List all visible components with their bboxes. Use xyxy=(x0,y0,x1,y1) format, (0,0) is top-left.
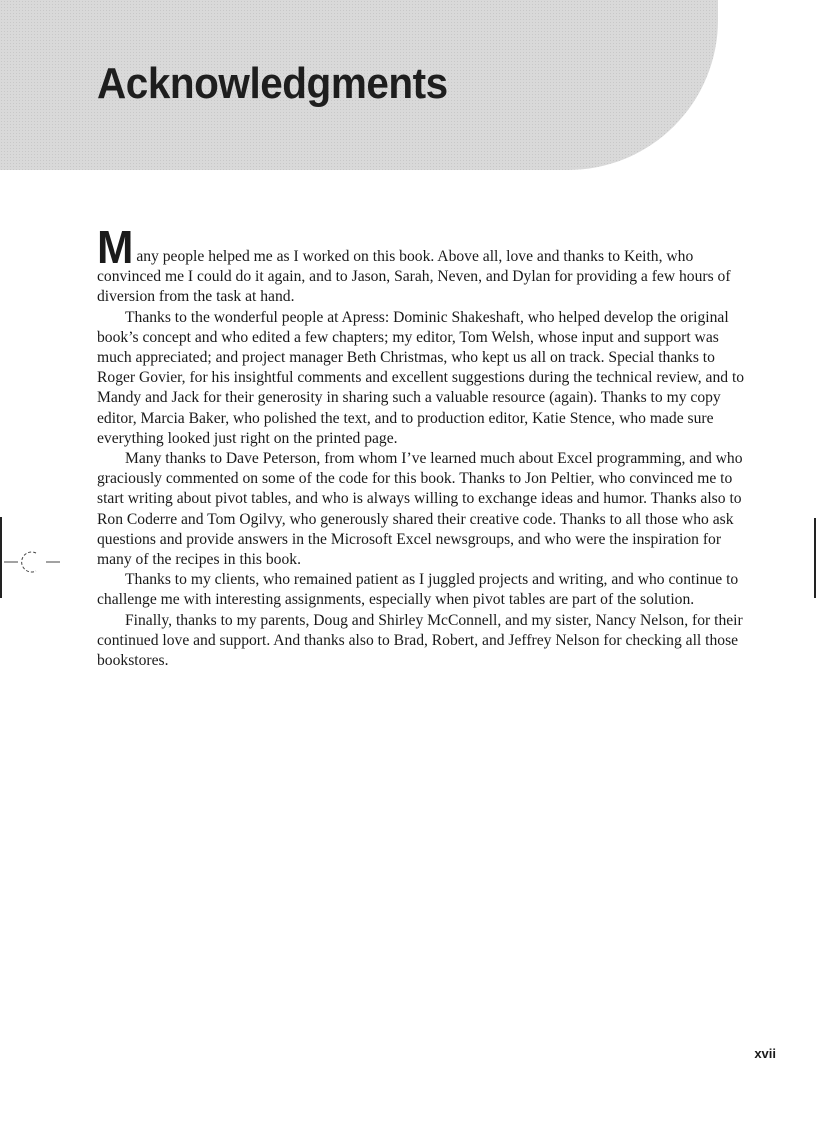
acknowledgments-body xyxy=(97,221,747,671)
paragraph-3: Many thanks to Dave Peterson, from whom I’ve learned much about Excel programming, and who graciously commented on some of the code for this book. Thanks to Jon Peltier, who convinced me to start writing about pivot tables, and who is always willing to exchange ideas and humor. Thanks also to Ron Coderre and Tom Ogilvy, who generously shared their creative code. Thanks to all those who ask questions and provide answers in the Microsoft Excel newsgroups, and who were the inspiration for many of the recipes in this book. xyxy=(97,450,743,569)
chapter-header-band xyxy=(0,0,718,170)
paragraph-4: Thanks to my clients, who remained patient as I juggled projects and writing, and who continue to challenge me with interesting assignments, especially when pivot tables are part of the solution. xyxy=(97,571,739,609)
paragraph-5: Finally, thanks to my parents, Doug and Shirley McConnell, and my sister, Nancy Nelson, for their continued love and support. And thanks also to Brad, Robert, and Jeffrey Nelson for checking all those bookstores. xyxy=(97,611,743,670)
drop-cap: M xyxy=(97,221,134,273)
paragraph-1 xyxy=(97,221,747,308)
registration-mark-icon xyxy=(4,551,60,573)
page-number: xvii xyxy=(754,1046,776,1061)
paragraph-2: Thanks to the wonderful people at Apress: Dominic Shakeshaft, who helped develop the original book’s concept and who edited a few chapters; my editor, Tom Welsh, whose input and support was much appreciated; and project manager Beth Christmas, who kept us all on track. Special thanks to Roger Govier, for his insightful comments and excellent suggestions during the technical review, and to Mandy and Jack for their generosity in sharing such a valuable resource (again). Thanks to my copy editor, Marcia Baker, who polished the text, and to production editor, Katie Stence, who made sure everything looked just right on the printed page. xyxy=(97,308,745,447)
left-margin-rule xyxy=(0,517,2,598)
paragraph-1-text: any people helped me as I worked on this book. Above all, love and thanks to Keith, who convinced me I could do it again, and to Jason, Sarah, Neven, and Dylan for providing a few hours of diversion from the task at hand. xyxy=(97,248,731,306)
chapter-title: Acknowledgments xyxy=(97,59,448,108)
